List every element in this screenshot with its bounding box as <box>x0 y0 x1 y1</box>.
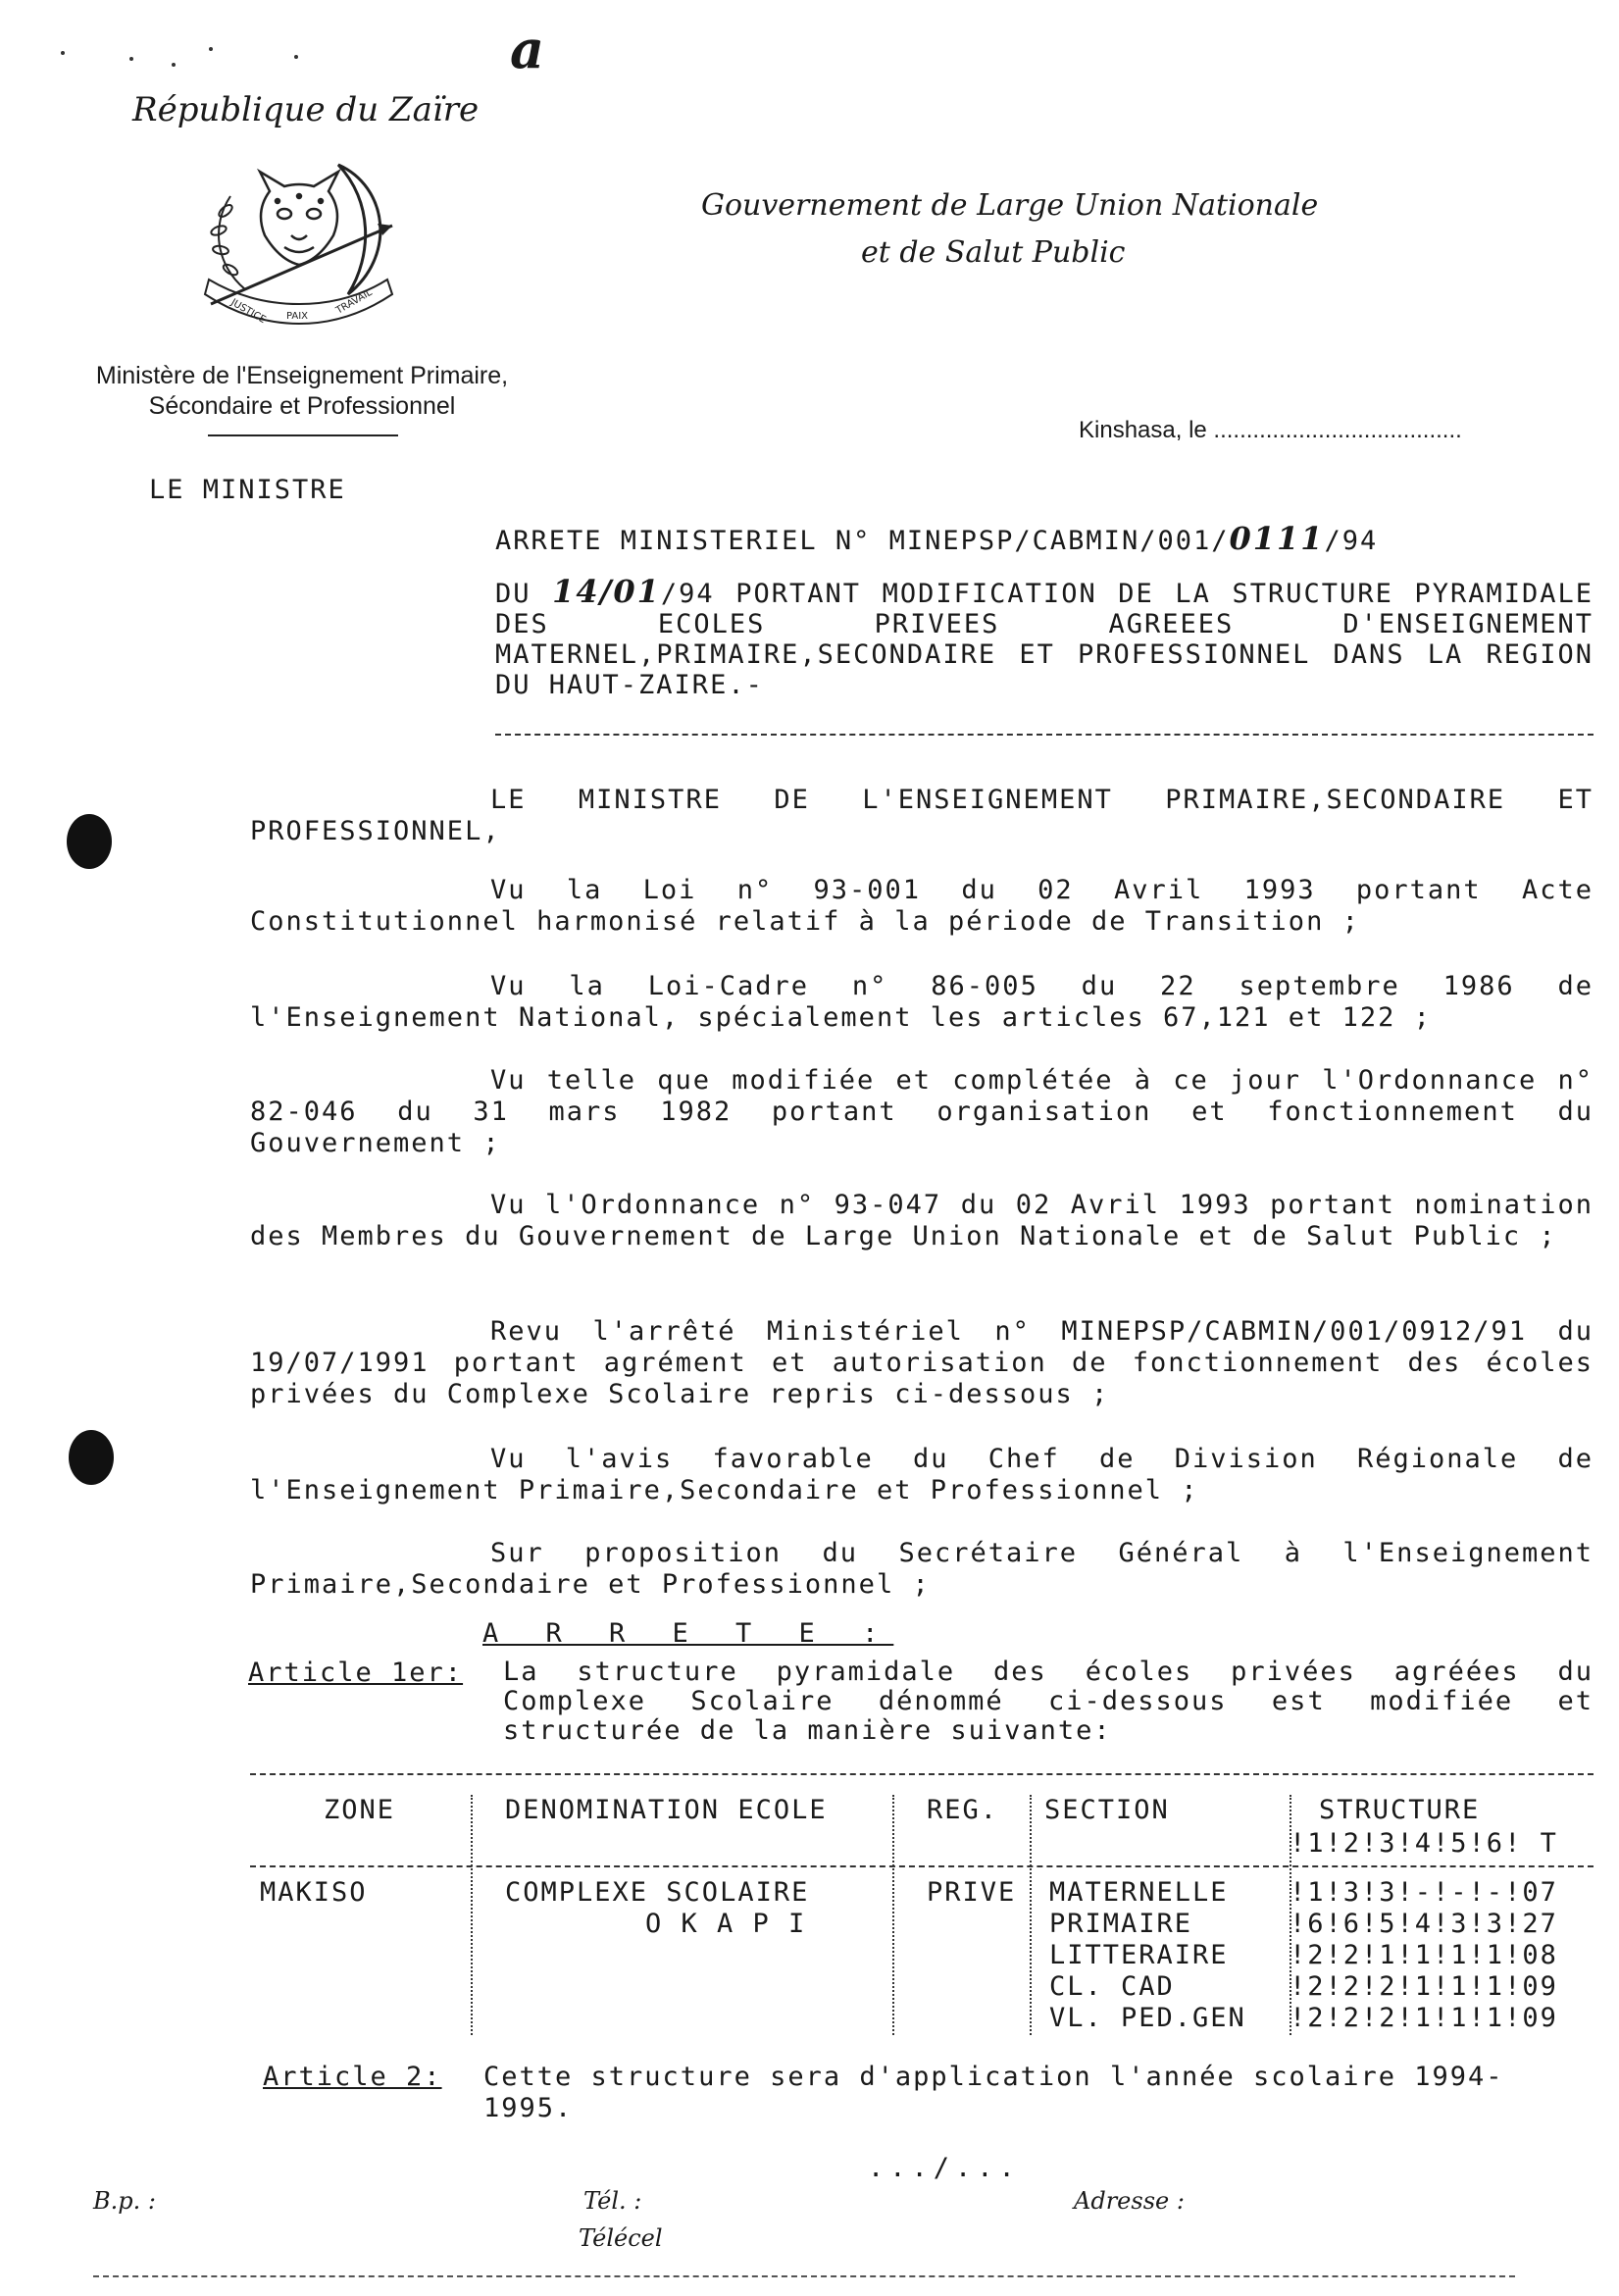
footer-tel: Tél. : <box>583 2187 642 2215</box>
section-name: PRIMAIRE <box>1049 1909 1193 1939</box>
svg-text:PAIX: PAIX <box>286 311 309 322</box>
section-structure: !2!2!2!1!1!1!09 <box>1290 2003 1558 2033</box>
section-name: VL. PED.GEN <box>1049 2003 1246 2033</box>
consideration-3: Vu telle que modifiée et complétée à ce jour l'Ordonnance n° 82-046 du 31 mars 1982 portant organisation et fonctionnement du Gouvernement ; <box>250 1065 1594 1158</box>
arrete-heading: A R R E T E : <box>482 1618 894 1649</box>
column-separator <box>471 1795 473 2035</box>
decree-subject-text: /94 PORTANT MODIFICATION DE LA STRUCTURE PYRAMIDALE DES ECOLES PRIVEES AGREEES D'ENSEIGNEMENT MATERNEL,PRIMAIRE,SECONDAIRE ET PROFESSIONNEL DANS LA REGION DU HAUT-ZAIRE.- <box>495 579 1594 700</box>
footer-bp: B.p. : <box>93 2187 156 2215</box>
section-structure: !6!6!5!4!3!3!27 <box>1290 1909 1558 1939</box>
scan-speck <box>172 63 176 67</box>
article-1-text: La structure pyramidale des écoles privées agréées du Complexe Scolaire dénommé ci-dessous est modifiée et structurée de la manière suivante: <box>503 1657 1594 1746</box>
ministry-name-line1: Ministère de l'Enseignement Primaire, <box>95 362 509 389</box>
header-grades: !1!2!3!4!5!6! T <box>1290 1828 1558 1859</box>
scan-speck <box>294 55 298 59</box>
scan-speck <box>129 57 133 61</box>
row-zone: MAKISO <box>260 1877 368 1908</box>
section-name: MATERNELLE <box>1049 1877 1229 1908</box>
section-structure: !2!2!1!1!1!1!08 <box>1290 1940 1558 1970</box>
row-denomination-line2: O K A P I <box>645 1909 807 1939</box>
preamble-heading: LE MINISTRE DE L'ENSEIGNEMENT PRIMAIRE,SECONDAIRE ET PROFESSIONNEL, <box>250 785 1594 846</box>
header-denomination: DENOMINATION ECOLE <box>505 1795 828 1825</box>
article-1-label: Article 1er: <box>248 1658 464 1688</box>
consideration-2: Vu la Loi-Cadre n° 86-005 du 22 septembre 1986 de l'Enseignement National, spécialement les articles 67,121 et 122 ; <box>250 971 1594 1033</box>
section-structure: !2!2!2!1!1!1!09 <box>1290 1971 1558 2002</box>
decree-subject <box>495 573 1594 700</box>
consideration-4: Vu l'Ordonnance n° 93-047 du 02 Avril 1993 portant nomination des Membres du Gouvernement de Large Union Nationale et de Salut Public ; <box>250 1190 1594 1251</box>
punch-hole <box>69 1430 114 1485</box>
consideration-5: Revu l'arrêté Ministériel n° MINEPSP/CABMIN/001/0912/91 du 19/07/1991 portant agrément et autorisation de fonctionnement des écoles privées du Complexe Scolaire repris ci-dessous ; <box>250 1316 1594 1409</box>
continued-marker: .../... <box>868 2153 1021 2183</box>
government-name-line1: Gouvernement de Large Union Nationale <box>701 188 1319 223</box>
column-separator <box>1030 1795 1032 2035</box>
column-separator <box>892 1795 894 2035</box>
header-rule <box>250 1865 1594 1867</box>
decree-title-suffix: /94 <box>1324 526 1379 556</box>
punch-hole <box>67 814 112 869</box>
decree-title <box>495 520 1379 557</box>
section-name: LITTERAIRE <box>1049 1940 1229 1970</box>
republic-heading: République du Zaïre <box>132 90 480 129</box>
decree-handwritten-date: 14/01 <box>552 573 661 610</box>
scan-speck <box>61 51 65 55</box>
article-2-text: Cette structure sera d'application l'année scolaire 1994- 1995. <box>483 2062 1504 2123</box>
signatory-heading: LE MINISTRE <box>149 475 346 505</box>
footer-adresse: Adresse : <box>1074 2187 1185 2215</box>
scan-speck <box>209 47 213 51</box>
decree-subject-prefix: DU <box>495 579 553 609</box>
table-top-rule <box>250 1773 1594 1775</box>
national-emblem-icon <box>191 157 407 329</box>
svg-text:JUSTICE: JUSTICE <box>228 297 268 327</box>
ministry-name-line2: Sécondaire et Professionnel <box>148 392 456 420</box>
decree-handwritten-number: 0111 <box>1229 520 1325 557</box>
consideration-7: Sur proposition du Secrétaire Général à l'Enseignement Primaire,Secondaire et Professionnel ; <box>250 1538 1594 1600</box>
decree-title-prefix: ARRETE MINISTERIEL N° MINEPSP/CABMIN/001/ <box>495 526 1230 556</box>
header-section: SECTION <box>1044 1795 1170 1825</box>
section-name: CL. CAD <box>1049 1971 1175 2002</box>
consideration-6: Vu l'avis favorable du Chef de Division Régionale de l'Enseignement Primaire,Secondaire et Professionnel ; <box>250 1444 1594 1505</box>
section-structure: !1!3!3!-!-!-!07 <box>1290 1877 1558 1908</box>
row-denomination-line1: COMPLEXE SCOLAIRE <box>505 1877 810 1908</box>
header-regime: REG. <box>927 1795 999 1825</box>
government-name-line2: et de Salut Public <box>861 235 1126 270</box>
article-2-label: Article 2: <box>263 2062 442 2092</box>
header-structure: STRUCTURE <box>1319 1795 1481 1825</box>
footer-telecel: Télécel <box>579 2224 663 2252</box>
consideration-1: Vu la Loi n° 93-001 du 02 Avril 1993 portant Acte Constitutionnel harmonisé relatif à la période de Transition ; <box>250 875 1594 937</box>
place-date-line: Kinshasa, le ...................................... <box>1079 417 1462 443</box>
ministry-name <box>51 361 553 422</box>
handwritten-mark: a <box>510 18 544 80</box>
separator-rule <box>495 734 1594 736</box>
row-regime: PRIVE <box>927 1877 1017 1908</box>
header-zone: ZONE <box>324 1795 396 1825</box>
footer-rule <box>93 2275 1515 2277</box>
school-structure-table <box>250 1795 1594 2040</box>
svg-text:TRAVAIL: TRAVAIL <box>334 286 375 317</box>
ministry-underline <box>208 434 398 436</box>
